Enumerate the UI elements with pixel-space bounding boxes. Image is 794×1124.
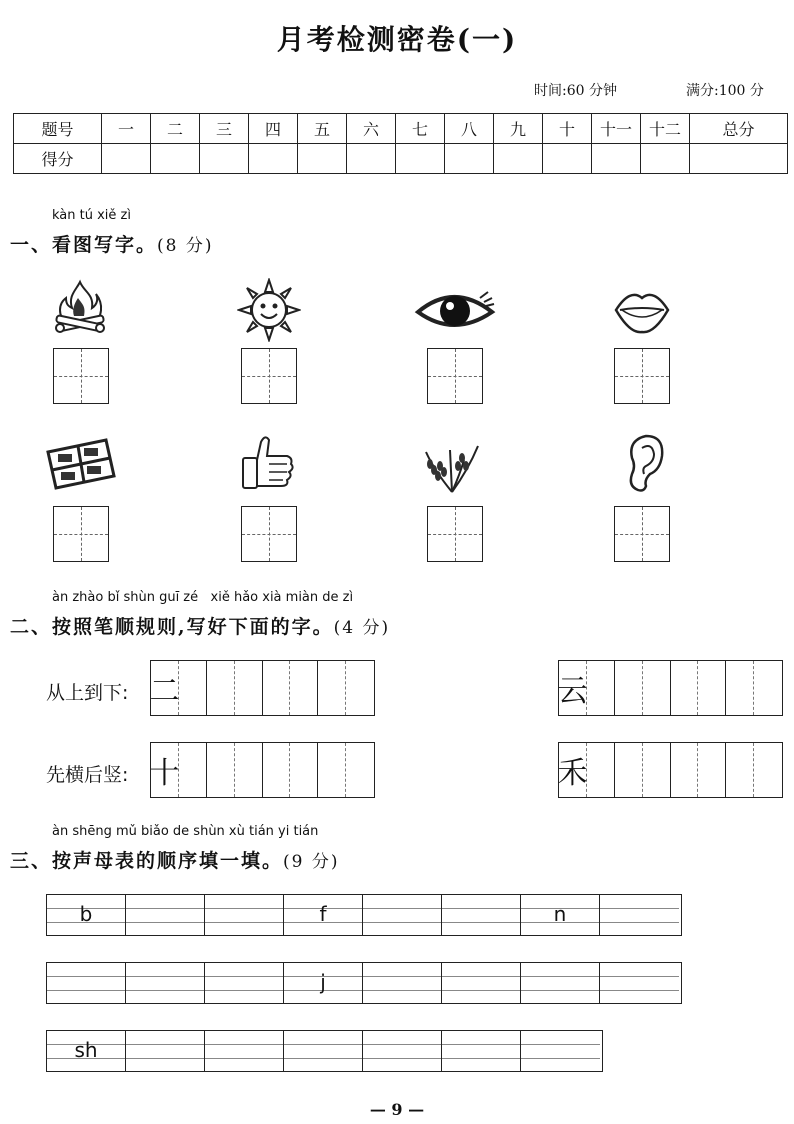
grid-cell[interactable] (179, 661, 207, 715)
initial-cell[interactable] (126, 1031, 205, 1071)
grid-cell[interactable] (263, 661, 291, 715)
initial-cell[interactable] (442, 895, 521, 935)
full-score: 满分:100 分 (686, 83, 764, 99)
q2-pinyin: àn zhào bǐ shùn guī zé xiě hǎo xià miàn de zì (52, 590, 354, 605)
score-input-cell[interactable] (249, 144, 298, 174)
grid-cell[interactable] (207, 661, 235, 715)
fire-icon (48, 276, 112, 340)
initial-text: j (320, 970, 326, 994)
score-input-cell[interactable] (200, 144, 249, 174)
stroke-grid[interactable] (558, 660, 783, 716)
initial-cell[interactable] (363, 895, 442, 935)
score-table-cell: 八 (445, 114, 494, 144)
grid-cell[interactable] (754, 661, 782, 715)
stroke-order-label-horizontal-vertical: 先横后竖: (46, 764, 129, 786)
score-input-cell[interactable] (151, 144, 200, 174)
initial-cell[interactable] (47, 963, 126, 1003)
q3-heading-text: 三、按声母表的顺序填一填。 (10, 850, 284, 872)
grid-cell[interactable] (587, 661, 615, 715)
q2-points: (4 分) (333, 618, 391, 638)
initial-text: b (79, 902, 93, 926)
initial-cell[interactable] (126, 963, 205, 1003)
stroke-grid[interactable] (558, 742, 783, 798)
grid-cell[interactable] (346, 661, 374, 715)
score-table-cell: 五 (298, 114, 347, 144)
grid-cell[interactable] (207, 743, 235, 797)
initial-text: n (553, 902, 567, 926)
grid-cell[interactable] (643, 743, 671, 797)
grid-cell[interactable] (346, 743, 374, 797)
sample-char: 禾 (559, 743, 587, 797)
initial-cell[interactable] (521, 895, 600, 935)
writing-box[interactable] (53, 506, 109, 562)
initial-cell[interactable] (205, 963, 284, 1003)
score-input-cell[interactable] (102, 144, 151, 174)
initial-cell[interactable] (600, 963, 679, 1003)
grid-cell[interactable] (754, 743, 782, 797)
q3-heading (10, 846, 340, 873)
stroke-grid[interactable] (150, 742, 375, 798)
initials-row[interactable] (46, 894, 682, 936)
score-input-cell[interactable] (494, 144, 543, 174)
initial-cell[interactable] (521, 963, 600, 1003)
stroke-order-label-top-down: 从上到下: (46, 682, 129, 704)
grid-cell[interactable] (290, 661, 318, 715)
score-table-header-row (14, 114, 788, 144)
initial-cell[interactable] (521, 1031, 600, 1071)
score-table-cell: 总分 (690, 114, 788, 144)
grid-cell[interactable] (290, 743, 318, 797)
initial-cell[interactable] (126, 895, 205, 935)
grid-cell[interactable] (698, 661, 726, 715)
grid-cell[interactable] (615, 661, 643, 715)
grid-cell[interactable] (671, 743, 699, 797)
mouth-icon (610, 280, 674, 344)
q1-pinyin: kàn tú xiě zì (52, 208, 131, 223)
score-table-cell: 十二 (641, 114, 690, 144)
grid-cell[interactable] (615, 743, 643, 797)
sample-char: 云 (559, 661, 587, 715)
grid-cell[interactable] (179, 743, 207, 797)
initials-row[interactable] (46, 962, 682, 1004)
score-input-cell[interactable] (445, 144, 494, 174)
writing-box[interactable] (614, 506, 670, 562)
writing-box[interactable] (241, 348, 297, 404)
grid-cell[interactable] (726, 743, 754, 797)
grid-cell[interactable] (235, 661, 263, 715)
score-row-label: 得分 (14, 144, 102, 174)
q2-heading (10, 612, 390, 639)
field-icon (44, 434, 116, 498)
initial-cell[interactable] (284, 1031, 363, 1071)
q3-points: (9 分) (283, 852, 340, 872)
page-number: — 9 — (369, 1100, 425, 1119)
score-table-cell: 题号 (14, 114, 102, 144)
score-input-cell[interactable] (298, 144, 347, 174)
score-table (13, 113, 788, 174)
initial-text: sh (74, 1038, 98, 1062)
q1-heading-text: 一、看图写字。 (10, 234, 158, 256)
initial-text: f (319, 902, 327, 926)
score-table-cell: 十一 (592, 114, 641, 144)
initial-cell[interactable] (363, 1031, 442, 1071)
writing-box[interactable] (427, 348, 483, 404)
initial-cell[interactable] (205, 895, 284, 935)
stroke-grid[interactable] (150, 660, 375, 716)
score-table-cell: 二 (151, 114, 200, 144)
grid-cell[interactable] (698, 743, 726, 797)
score-table-cell: 一 (102, 114, 151, 144)
grid-cell[interactable] (263, 743, 291, 797)
initial-cell[interactable] (205, 1031, 284, 1071)
q2-heading-text: 二、按照笔顺规则,写好下面的字。 (10, 616, 334, 638)
page-title: 月考检测密卷(一) (276, 23, 518, 56)
sample-char: 二 (151, 661, 179, 715)
sun-icon (237, 278, 301, 342)
writing-box[interactable] (614, 348, 670, 404)
time-limit: 时间:60 分钟 (534, 83, 617, 99)
initial-cell[interactable] (363, 963, 442, 1003)
score-table-cell: 四 (249, 114, 298, 144)
q1-heading (10, 230, 214, 257)
initial-cell[interactable] (442, 1031, 521, 1071)
initial-cell[interactable] (47, 895, 126, 935)
grid-cell[interactable] (726, 661, 754, 715)
score-table-score-row (14, 144, 788, 174)
initial-cell[interactable] (442, 963, 521, 1003)
score-table-cell: 三 (200, 114, 249, 144)
thumbs-up-icon (235, 430, 299, 494)
initial-cell[interactable] (284, 963, 363, 1003)
score-input-cell[interactable] (543, 144, 592, 174)
grid-cell[interactable] (318, 743, 346, 797)
writing-box[interactable] (53, 348, 109, 404)
q3-pinyin: àn shēng mǔ biǎo de shùn xù tián yi tián (52, 824, 319, 839)
initials-row[interactable] (46, 1030, 603, 1072)
ear-icon (614, 430, 678, 494)
score-input-cell[interactable] (396, 144, 445, 174)
score-input-cell[interactable] (690, 144, 788, 174)
writing-box[interactable] (241, 506, 297, 562)
score-table-cell: 九 (494, 114, 543, 144)
score-table-cell: 七 (396, 114, 445, 144)
grid-cell[interactable] (235, 743, 263, 797)
score-input-cell[interactable] (641, 144, 690, 174)
eye-icon (414, 280, 496, 344)
writing-box[interactable] (427, 506, 483, 562)
score-input-cell[interactable] (347, 144, 396, 174)
score-table-cell: 十 (543, 114, 592, 144)
grid-cell[interactable] (587, 743, 615, 797)
grid-cell[interactable] (318, 661, 346, 715)
score-input-cell[interactable] (592, 144, 641, 174)
q1-points: (8 分) (157, 236, 214, 256)
score-table-cell: 六 (347, 114, 396, 144)
grid-cell[interactable] (671, 661, 699, 715)
grid-cell[interactable] (643, 661, 671, 715)
sample-char: 十 (151, 743, 179, 797)
initial-cell[interactable] (47, 1031, 126, 1071)
initial-cell[interactable] (284, 895, 363, 935)
rice-plant-icon (420, 430, 484, 494)
initial-cell[interactable] (600, 895, 679, 935)
